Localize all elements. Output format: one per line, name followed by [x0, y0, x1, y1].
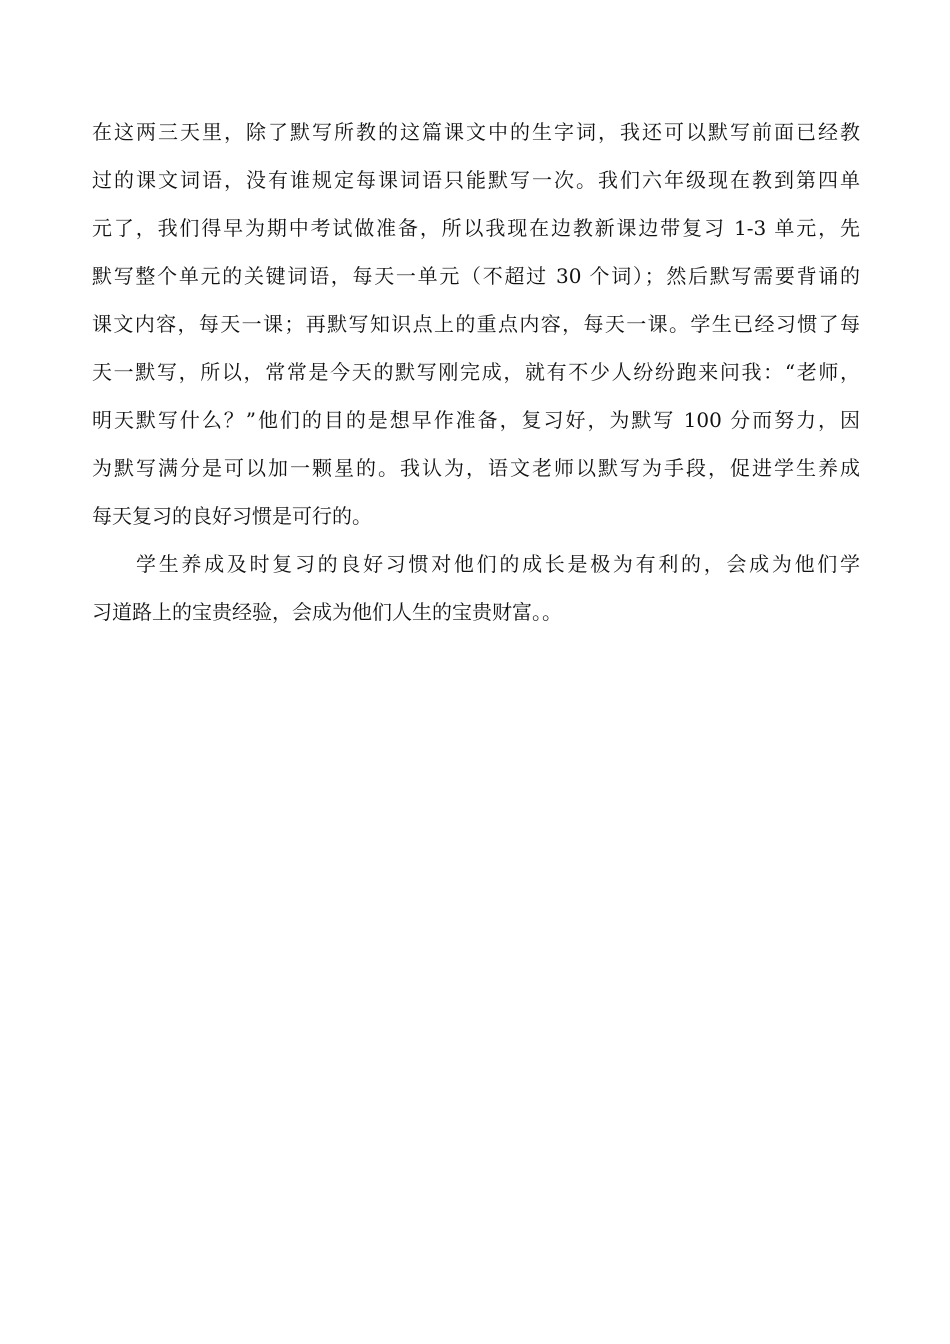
paragraph-line: 过的课文词语，没有谁规定每课词语只能默写一次。我们六年级现在教到第四单 [92, 168, 860, 192]
paragraph-2 [92, 540, 860, 636]
paragraph-line: 为默写满分是可以加一颗星的。我认为，语文老师以默写为手段，促进学生养成 [92, 456, 860, 480]
paragraph-1 [92, 108, 860, 540]
paragraph-line: 习道路上的宝贵经验，会成为他们人生的宝贵财富。。 [92, 600, 562, 624]
document-body [92, 108, 860, 636]
paragraph-line: 课文内容，每天一课；再默写知识点上的重点内容，每天一课。学生已经习惯了每 [92, 312, 860, 336]
paragraph-line: 学生养成及时复习的良好习惯对他们的成长是极为有利的，会成为他们学 [136, 552, 860, 576]
paragraph-line: 每天复习的良好习惯是可行的。 [92, 504, 372, 528]
paragraph-line: 元了，我们得早为期中考试做准备，所以我现在边教新课边带复习 1-3 单元，先 [92, 216, 860, 240]
paragraph-line: 明天默写什么？”他们的目的是想早作准备，复习好，为默写 100 分而努力，因 [92, 408, 860, 432]
paragraph-line: 天一默写，所以，常常是今天的默写刚完成，就有不少人纷纷跑来问我：“老师， [92, 360, 860, 384]
paragraph-line: 在这两三天里，除了默写所教的这篇课文中的生字词，我还可以默写前面已经教 [92, 120, 860, 144]
paragraph-line: 默写整个单元的关键词语，每天一单元（不超过 30 个词）；然后默写需要背诵的 [92, 264, 860, 288]
